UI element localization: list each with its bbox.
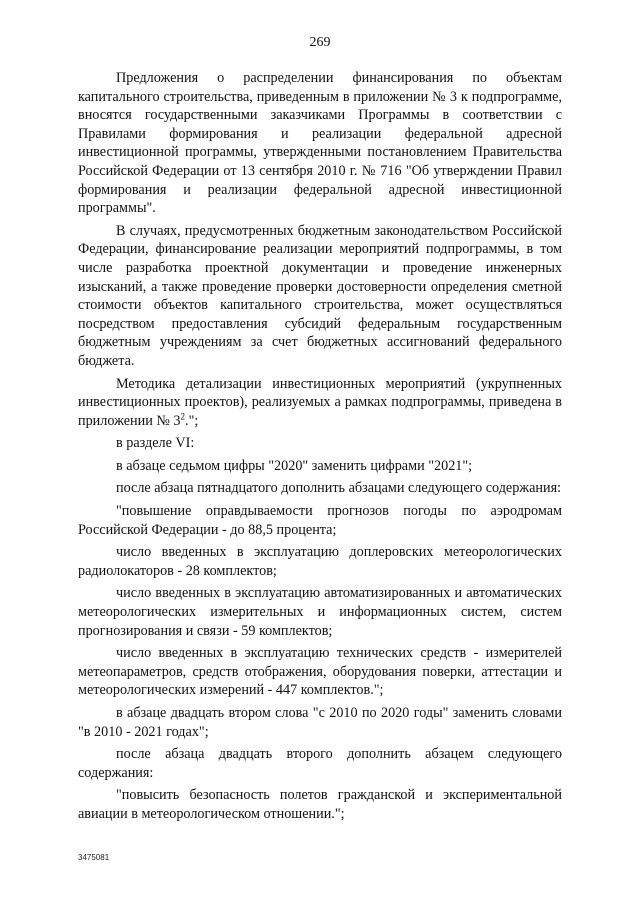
paragraph-financing-proposals: Предложения о распределении финансирования по объектам капитального строительства, приведенным в приложении № 3 к подпрограмме, вносятся государственными заказчиками Программы в соответствии с Правилами формирования и реализации федеральной адресной инвестиционной программы, утвержденными постановлением Правительства Российской Федерации от 13 сентября 2010 г. № 716 "Об утверждении Правил формирования и реализации федеральной адресной инвестиционной программы". bbox=[78, 70, 562, 217]
paragraph-budget-subsidies: В случаях, предусмотренных бюджетным законодательством Российской Федерации, финансирование реализации мероприятий подпрограммы, в том числе разработка проектной документации и проведение инженерных изысканий, а также проведение проверки достоверности определения сметной стоимости объектов капитального строительства, может осуществляться посредством предоставления субсидий федеральным государственным бюджетным учреждениям за счет бюджетных ассигнований федерального бюджета. bbox=[78, 222, 562, 369]
paragraph-technical-means: число введенных в эксплуатацию технических средств - измерителей метеопараметров, средств отображения, оборудования поверки, аттестации и метеорологических измерений - 447 комплектов."; bbox=[78, 645, 562, 699]
page-number: 269 bbox=[309, 35, 331, 50]
paragraph-methodology bbox=[78, 375, 562, 431]
paragraph-flight-safety: "повысить безопасность полетов гражданской и экспериментальной авиации в метеорологическом отношении."; bbox=[78, 787, 562, 822]
paragraph-section-vi: в разделе VI: bbox=[116, 435, 195, 452]
paragraph-seventh-abzac: в абзаце седьмом цифры "2020" заменить цифрами "2021"; bbox=[116, 457, 473, 474]
paragraph-after-fifteenth: после абзаца пятнадцатого дополнить абзацами следующего содержания: bbox=[116, 480, 562, 497]
paragraph-after-twenty-second: после абзаца двадцать второго дополнить абзацем следующего содержания: bbox=[78, 746, 562, 781]
paragraph-doppler-radars: число введенных в эксплуатацию доплеровских метеорологических радиолокаторов - 28 комплектов; bbox=[78, 544, 562, 579]
paragraph-automated-systems: число введенных в эксплуатацию автоматизированных и автоматических метеорологических измерительных и информационных систем, систем прогнозирования и связи - 59 комплектов; bbox=[78, 585, 562, 639]
paragraph-forecast-accuracy: "повышение оправдываемости прогнозов погоды по аэродромам Российской Федерации - до 88,5 процента; bbox=[78, 503, 562, 538]
document-body bbox=[78, 69, 562, 828]
methodology-tail: ."; bbox=[185, 412, 199, 429]
paragraph-twenty-second-abzac: в абзаце двадцать втором слова "с 2010 по 2020 годы" заменить словами "в 2010 - 2021 годах"; bbox=[78, 705, 562, 740]
document-code: 3475081 bbox=[78, 853, 110, 862]
methodology-text: Методика детализации инвестиционных мероприятий (укрупненных инвестиционных проектов), реализуемых а рамках подпрограммы, приведена в приложении № 3 bbox=[78, 375, 562, 429]
appendix-superscript: 2 bbox=[180, 410, 186, 421]
